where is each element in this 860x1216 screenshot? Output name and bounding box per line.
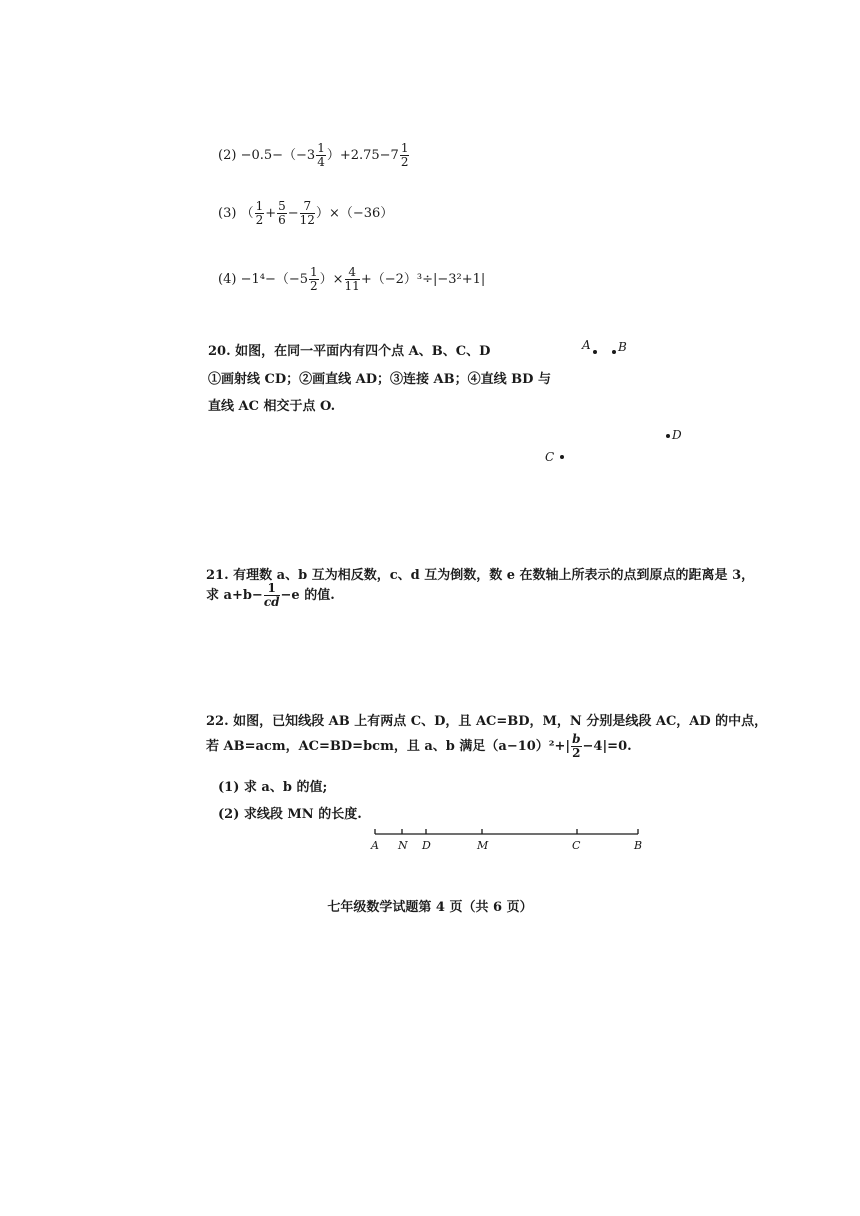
p19-q2 <box>218 142 410 169</box>
p19-q3 <box>218 200 393 227</box>
p19-q4 <box>218 266 485 293</box>
numerator: 5 <box>278 199 286 213</box>
fraction <box>345 266 360 293</box>
bleed-through-text <box>540 155 735 172</box>
label-a: A <box>371 839 379 852</box>
fraction <box>571 733 581 760</box>
fraction <box>264 582 280 609</box>
denominator: 11 <box>344 279 360 293</box>
point-d <box>666 434 670 438</box>
label-n: N <box>398 839 408 852</box>
expr-pre: −1⁴−（−5 <box>240 272 308 287</box>
numerator: 1 <box>264 582 280 596</box>
p21-line1: 21. 有理数 a、b 互为相反数，c、d 互为倒数，数 e 在数轴上所表示的点到原点的距离是 3， <box>206 568 755 583</box>
label-c: C <box>572 839 581 852</box>
point-d-label: D <box>672 428 682 442</box>
point-a <box>593 350 597 354</box>
fraction <box>309 266 319 293</box>
expr-pre: 求 a+b− <box>206 588 263 603</box>
denominator: cd <box>263 595 280 609</box>
label-m: M <box>477 839 489 852</box>
segment-diagram <box>360 822 660 856</box>
p21-line2 <box>206 582 335 609</box>
denominator: 4 <box>317 155 325 169</box>
numerator: 1 <box>400 141 409 155</box>
expr-post: −e 的值. <box>280 588 335 603</box>
expr-close: ）×（−36） <box>315 206 394 221</box>
fraction <box>316 142 326 169</box>
numerator: b <box>572 732 581 746</box>
p20-line3: 直线 AC 相交于点 O. <box>208 399 336 414</box>
expr-mid: ）+2.75−7 <box>326 148 399 163</box>
point-a-label: A <box>582 338 591 352</box>
expr-post: −4|=0. <box>582 739 632 754</box>
q-label: (2) <box>218 148 237 163</box>
p20-line2: ①画射线 CD；②画直线 AD；③连接 AB；④直线 BD 与 <box>208 372 551 387</box>
fraction <box>277 200 287 227</box>
denominator: 2 <box>310 279 318 293</box>
denominator: 12 <box>299 213 315 227</box>
p22-sub2: (2) 求线段 MN 的长度. <box>218 807 362 822</box>
numerator: 1 <box>317 141 325 155</box>
fraction <box>300 200 315 227</box>
fraction <box>400 142 410 169</box>
numerator: 4 <box>345 266 360 280</box>
p22-line2 <box>206 733 632 760</box>
p20-line1: 20. 如图，在同一平面内有四个点 A、B、C、D <box>208 344 491 359</box>
bleed-through-text <box>560 640 716 657</box>
denominator: 2 <box>572 746 581 760</box>
q-label: (4) <box>218 272 237 287</box>
numerator: 7 <box>300 200 315 214</box>
p22-sub1: (1) 求 a、b 的值; <box>218 780 328 795</box>
q-label: (3) <box>218 206 237 221</box>
numerator: 1 <box>255 199 264 213</box>
label-b: B <box>634 839 643 852</box>
point-c <box>560 455 564 459</box>
expr-open: （ <box>240 206 254 221</box>
bleed-through-text <box>620 175 737 192</box>
numerator: 1 <box>310 265 318 279</box>
expr-pre: 若 AB=acm，AC=BD=bcm，且 a、b 满足（a−10）²+| <box>206 739 571 754</box>
point-b-label: B <box>618 340 627 354</box>
label-d: D <box>422 839 431 852</box>
p22-line1: 22. 如图，已知线段 AB 上有两点 C、D，且 AC=BD，M，N 分别是线段 AC，AD 的中点， <box>206 714 768 729</box>
fraction <box>255 200 265 227</box>
denominator: 2 <box>255 213 264 227</box>
bleed-through-text <box>500 505 734 522</box>
page-footer: 七年级数学试题第 4 页（共 6 页） <box>327 900 533 915</box>
point-b <box>612 350 616 354</box>
denominator: 6 <box>278 213 286 227</box>
denominator: 2 <box>400 155 409 169</box>
point-c-label: C <box>545 450 555 464</box>
expr-mid: ）× <box>319 272 344 287</box>
expr-post: +（−2）³÷|−3²+1| <box>360 272 486 287</box>
expr-pre: −0.5−（−3 <box>240 148 316 163</box>
operator: − <box>287 206 299 221</box>
operator: + <box>265 206 277 221</box>
